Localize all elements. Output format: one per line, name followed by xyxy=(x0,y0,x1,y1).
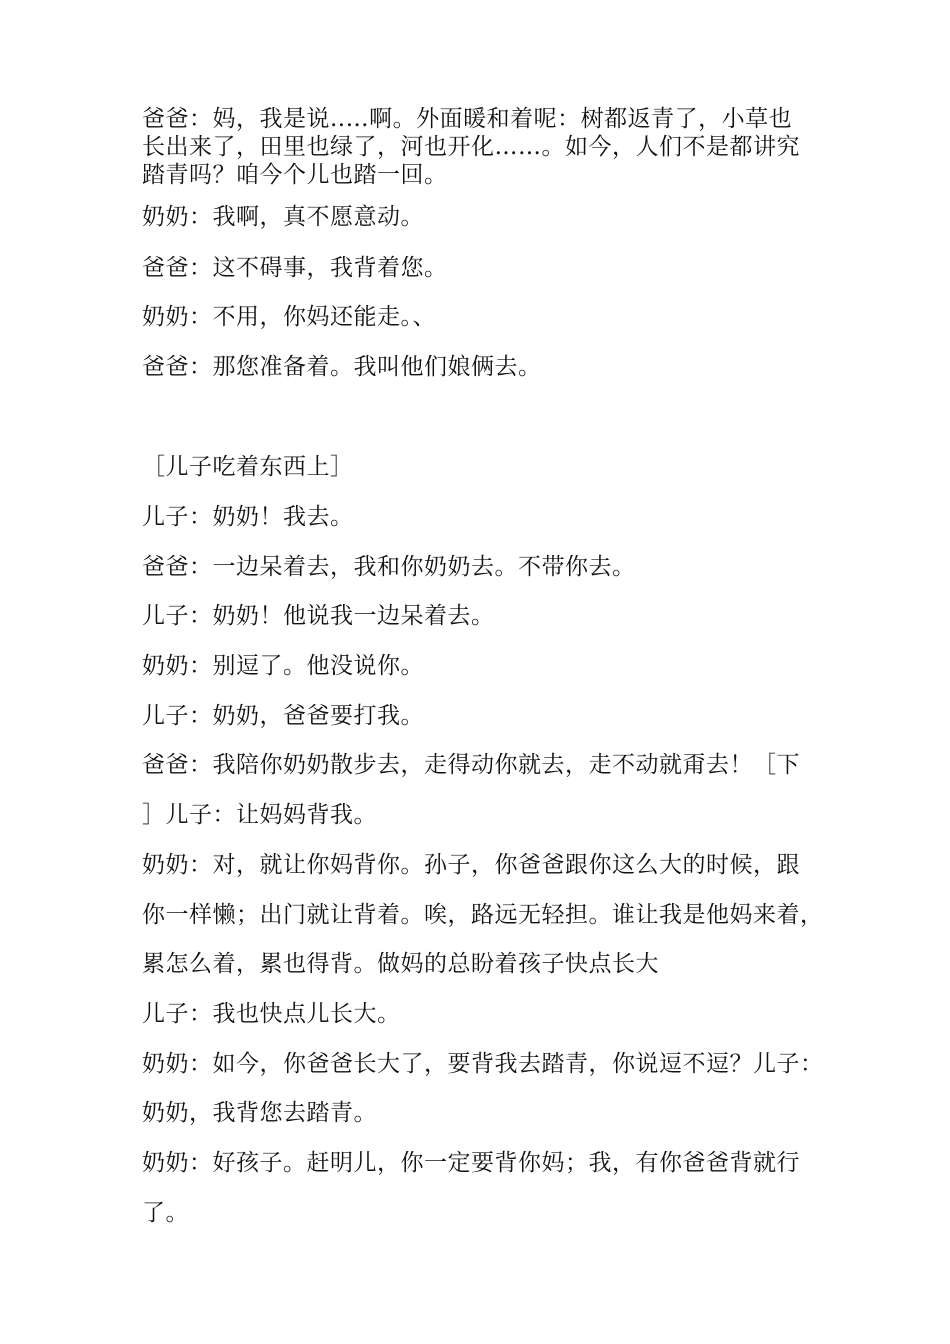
text-line: 爸爸：这不碍事，我背着您。 xyxy=(142,255,448,281)
stage-direction: ［儿子吃着东西上］ xyxy=(142,454,354,480)
text-line: 奶奶：对，就让你妈背你。孙子，你爸爸跟你这么大的时候，跟 xyxy=(142,852,800,878)
text-line: 儿子：奶奶！我去。 xyxy=(142,504,354,530)
text-line: 儿子：我也快点儿长大。 xyxy=(142,1001,401,1027)
text-line: 踏青吗？咱今个儿也踏一回。 xyxy=(142,162,448,188)
text-line: 爸爸：我陪你奶奶散步去，走得动你就去，走不动就甭去！［下 xyxy=(142,752,800,778)
text-line: 奶奶：如今，你爸爸长大了，要背我去踏青，你说逗不逗？儿子： xyxy=(142,1051,824,1077)
text-line: 奶奶：不用，你妈还能走。、 xyxy=(142,304,436,330)
text-line: 奶奶：别逗了。他没说你。 xyxy=(142,653,424,679)
text-line: 儿子：奶奶！他说我一边呆着去。 xyxy=(142,603,495,629)
text-line: 爸爸：一边呆着去，我和你奶奶去。不带你去。 xyxy=(142,554,636,580)
text-line: 奶奶，我背您去踏青。 xyxy=(142,1100,377,1126)
text-line: 爸爸：妈，我是说..…啊。外面暖和着呢：树都返青了，小草也 xyxy=(142,106,793,132)
text-line: ］儿子：让妈妈背我。 xyxy=(142,802,377,828)
text-line: 爸爸：那您准备着。我叫他们娘俩去。 xyxy=(142,354,542,380)
text-line: 奶奶：好孩子。赶明儿，你一定要背你妈；我，有你爸爸背就行 xyxy=(142,1150,800,1176)
text-line: 儿子：奶奶，爸爸要打我。 xyxy=(142,703,424,729)
text-line: 你一样懒；出门就让背着。唉，路远无轻担。谁让我是他妈来着， xyxy=(142,902,824,928)
text-line: 奶奶：我啊，真不愿意动。 xyxy=(142,204,424,230)
text-line: 累怎么着，累也得背。做妈的总盼着孩子快点长大 xyxy=(142,951,659,977)
text-line: 长出来了，田里也绿了，河也开化……。如今，人们不是都讲究 xyxy=(142,134,800,160)
text-line: 了。 xyxy=(142,1200,189,1226)
